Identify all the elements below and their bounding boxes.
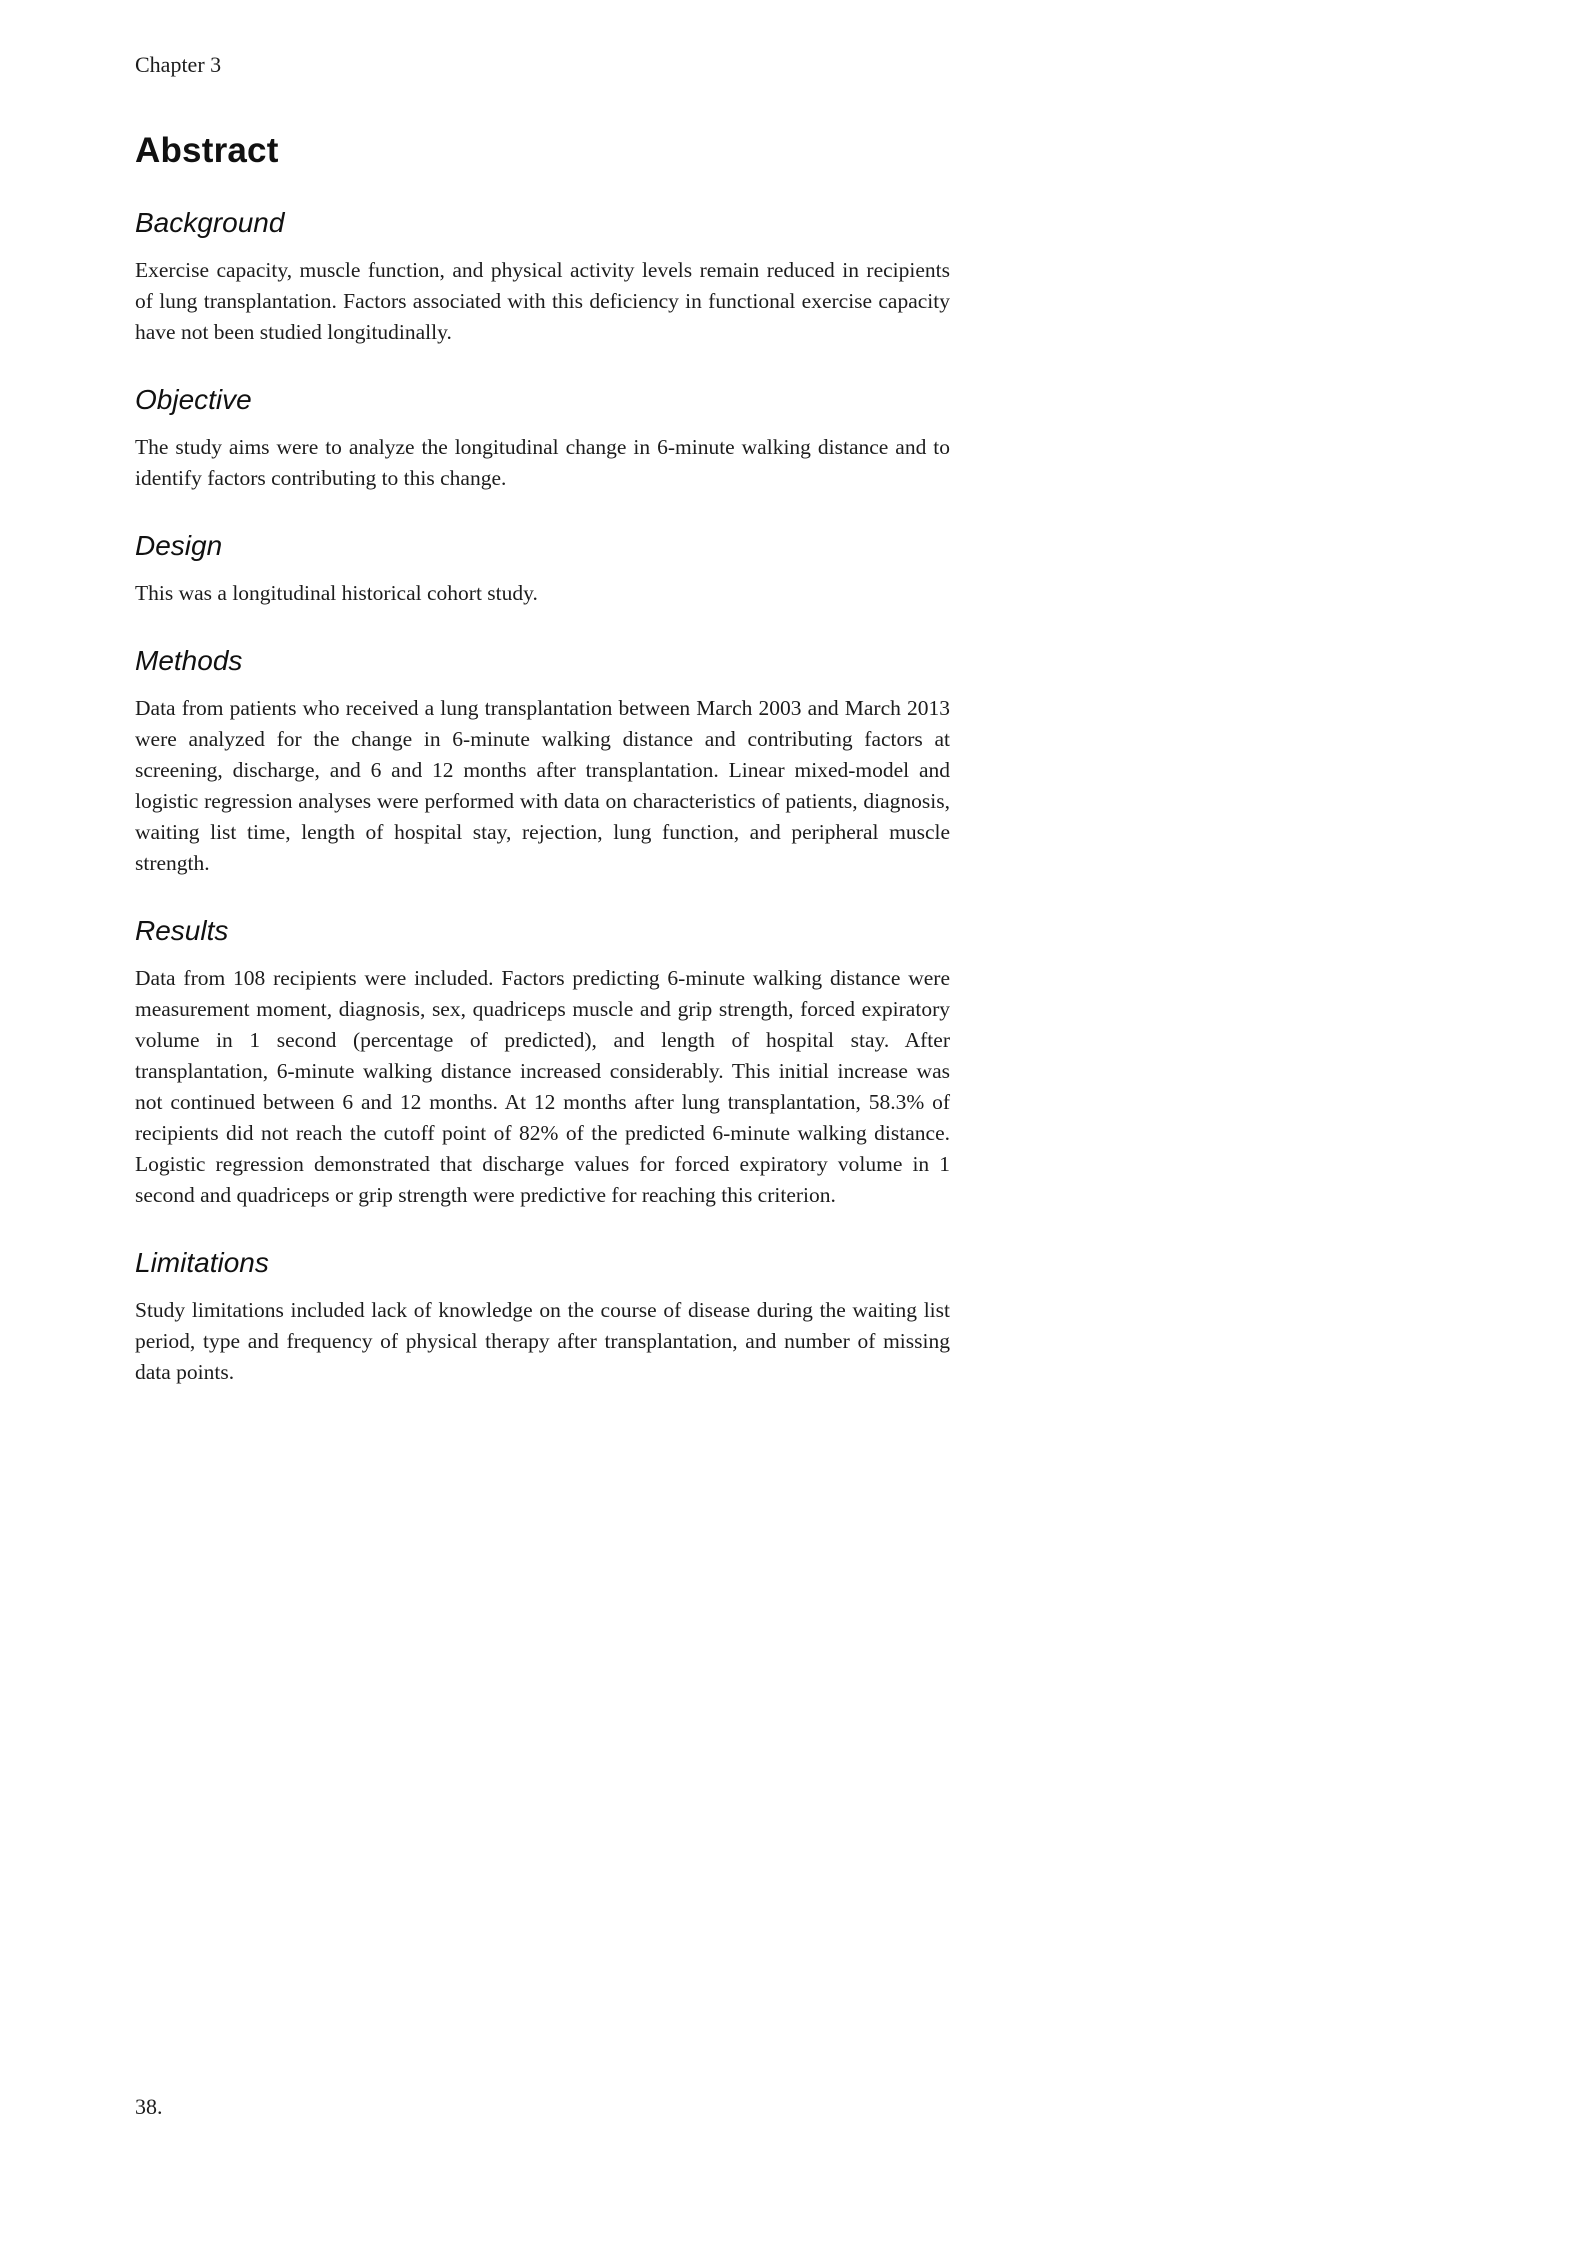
section-body: Exercise capacity, muscle function, and physical activity levels remain reduced in recipients of lung transplantation. Factors associated with this deficiency in functional exercise capacity have not been studied longitudinally.: [135, 258, 950, 344]
page-number: 38.: [135, 2094, 163, 2119]
section-limitations: [135, 1247, 950, 1388]
chapter-label: Chapter 3: [135, 52, 222, 77]
section-heading: Limitations: [135, 1246, 269, 1278]
section-background: [135, 207, 950, 348]
page-content: [135, 52, 950, 1388]
section-body: Study limitations included lack of knowledge on the course of disease during the waiting list period, type and frequency of physical therapy after transplantation, and number of missing data points.: [135, 1298, 950, 1384]
section-body: This was a longitudinal historical cohort study.: [135, 581, 538, 606]
section-heading: Background: [135, 206, 285, 238]
section-heading: Methods: [135, 645, 243, 677]
section-results: [135, 915, 950, 1211]
section-heading: Results: [135, 915, 229, 947]
section-objective: [135, 384, 950, 494]
section-heading: Design: [135, 530, 223, 562]
section-body: Data from 108 recipients were included. Factors predicting 6-minute walking distance were measurement moment, diagnosis, sex, quadriceps muscle and grip strength, forced expiratory volume in 1 second (percentage of predicted), and length of hospital stay. After transplantation, 6-minute walking distance increased considerably. This initial increase was not continued between 6 and 12 months. At 12 months after lung transplantation, 58.3% of recipients did not reach the cutoff point of 82% of the predicted 6-minute walking distance. Logistic regression demonstrated that discharge values for forced expiratory volume in 1 second and quadriceps or grip strength were predictive for reaching this criterion.: [135, 966, 950, 1207]
section-body: Data from patients who received a lung transplantation between March 2003 and March 2013 were analyzed for the change in 6-minute walking distance and contributing factors at screening, discharge, and 6 and 12 months after transplantation. Linear mixed-model and logistic regression analyses were performed with data on characteristics of patients, diagnosis, waiting list time, length of hospital stay, rejection, lung function, and peripheral muscle strength.: [135, 696, 950, 876]
section-methods: [135, 645, 950, 879]
section-design: [135, 530, 950, 609]
page-title: Abstract: [135, 131, 279, 171]
section-body: The study aims were to analyze the longitudinal change in 6-minute walking distance and to identify factors contributing to this change.: [135, 435, 950, 491]
section-heading: Objective: [135, 383, 252, 415]
